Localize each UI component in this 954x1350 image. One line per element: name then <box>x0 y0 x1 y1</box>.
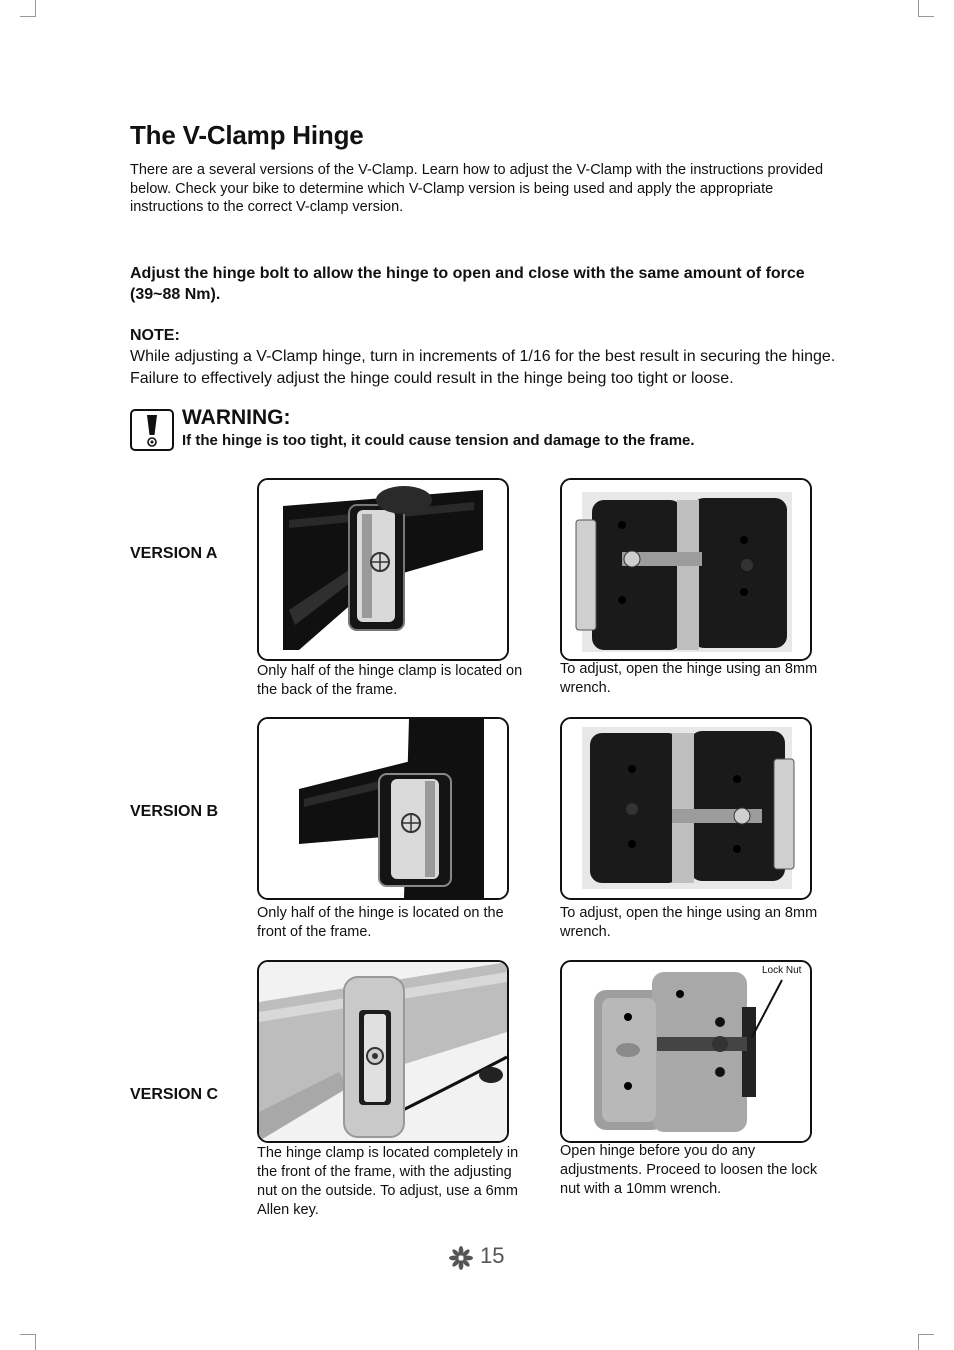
version-b-label: VERSION B <box>130 803 219 820</box>
version-b-front-photo <box>257 717 509 900</box>
crop-mark <box>918 0 919 16</box>
version-b-open-hinge-photo <box>560 717 812 900</box>
version-c-right-caption: Open hinge before you do any adjustments. Proceed to loosen the lock nut with a 10mm wrench. <box>560 1143 818 1197</box>
version-a-left-caption: Only half of the hinge clamp is located on the back of the frame. <box>257 663 523 698</box>
crop-mark <box>20 1334 36 1335</box>
note-body: While adjusting a V-Clamp hinge, turn in increments of 1/16 for the best result in securing the hinge. Failure to effectively adjust the hinge could result in the hinge being too tight or loose. <box>130 348 836 387</box>
version-a-label: VERSION A <box>130 545 218 562</box>
note-heading: NOTE: <box>130 327 180 344</box>
crop-mark <box>35 1334 36 1350</box>
crop-mark <box>918 1334 919 1350</box>
page-number: 15 <box>480 1243 505 1268</box>
version-b-left-caption: Only half of the hinge is located on the front of the frame. <box>257 905 504 940</box>
adjust-instruction: Adjust the hinge bolt to allow the hinge to open and close with the same amount of force (39~88 Nm). <box>130 265 805 303</box>
crop-mark <box>20 16 36 17</box>
page-title: The V-Clamp Hinge <box>130 120 364 150</box>
lock-nut-callout: Lock Nut <box>762 965 802 976</box>
crop-mark <box>918 16 934 17</box>
version-c-label: VERSION C <box>130 1086 219 1103</box>
warning-title: WARNING: <box>182 406 291 429</box>
version-a-right-caption: To adjust, open the hinge using an 8mm wrench. <box>560 661 818 696</box>
flower-logo-icon <box>449 1246 473 1270</box>
version-b-right-caption: To adjust, open the hinge using an 8mm wrench. <box>560 905 818 940</box>
version-c-open-hinge-photo <box>560 960 812 1143</box>
version-a-back-photo <box>257 478 509 661</box>
crop-mark <box>918 1334 934 1335</box>
version-c-front-photo <box>257 960 509 1143</box>
intro-paragraph: There are a several versions of the V-Clamp. Learn how to adjust the V-Clamp with the instructions provided below. Check your bike to determine which V-Clamp version is being used and apply the appropriate instructions to the correct V-clamp version. <box>130 162 824 215</box>
warning-exclamation-icon <box>130 409 174 451</box>
warning-body: If the hinge is too tight, it could cause tension and damage to the frame. <box>182 432 695 449</box>
version-c-left-caption: The hinge clamp is located completely in the front of the frame, with the adjusting nut on the outside. To adjust, use a 6mm Allen key. <box>257 1145 519 1218</box>
version-a-open-hinge-photo <box>560 478 812 661</box>
crop-mark <box>35 0 36 16</box>
